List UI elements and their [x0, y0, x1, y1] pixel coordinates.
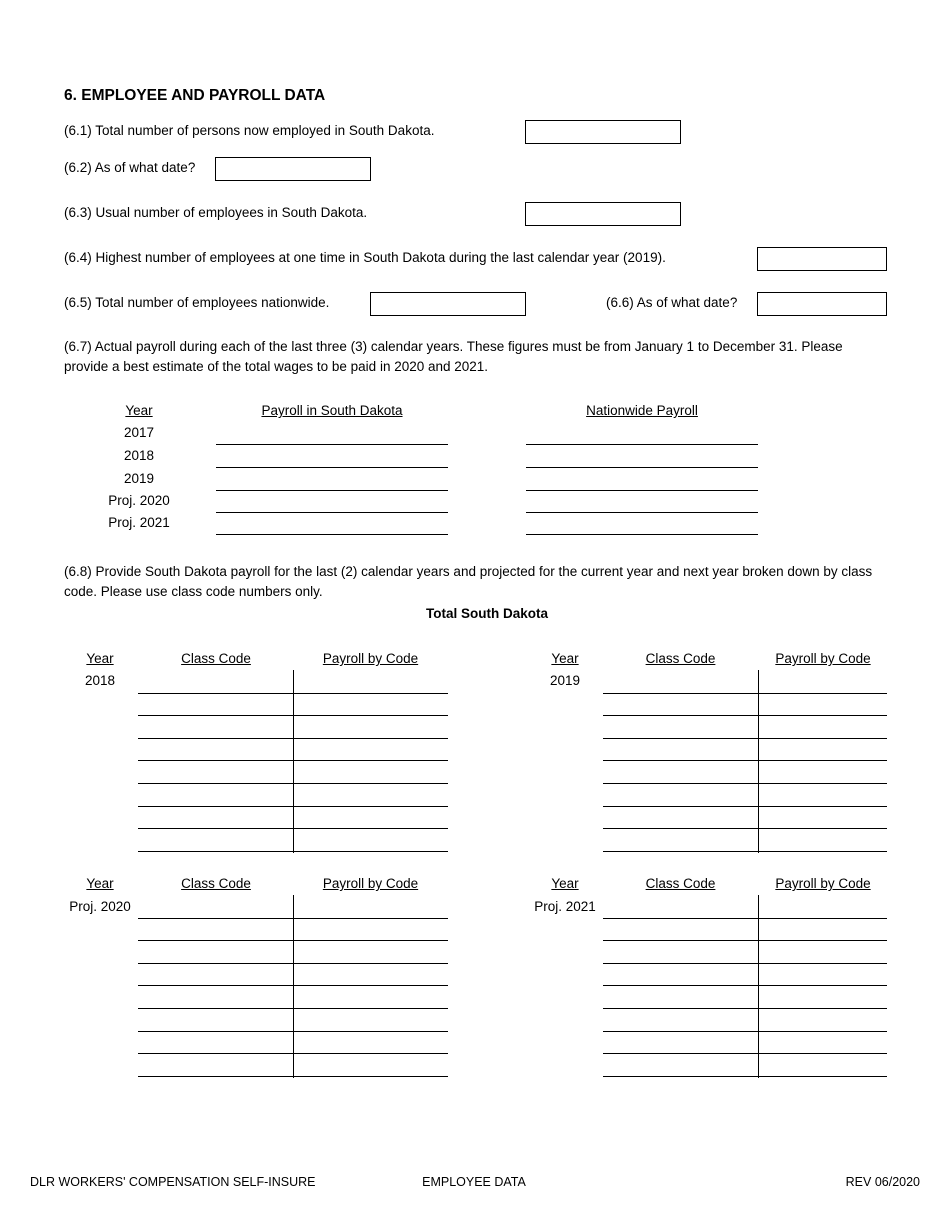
payroll-by-code-field[interactable] — [293, 783, 448, 784]
t3-class-header: Class Code — [181, 876, 251, 891]
t3-year: Proj. 2020 — [69, 899, 131, 914]
payroll-by-code-field[interactable] — [293, 738, 448, 739]
t2-year-header: Year — [551, 651, 579, 666]
class-code-field[interactable] — [138, 828, 293, 829]
t1-class-header: Class Code — [181, 651, 251, 666]
class-code-field[interactable] — [603, 1008, 758, 1009]
class-code-field[interactable] — [138, 1076, 293, 1077]
payroll-by-code-field[interactable] — [758, 693, 887, 694]
q63-input[interactable] — [525, 202, 681, 226]
footer-right: REV 06/2020 — [845, 1175, 920, 1189]
payroll-by-code-field[interactable] — [293, 918, 448, 919]
q64-label: (6.4) Highest number of employees at one time in South Dakota during the last calendar year (2019). — [64, 250, 666, 265]
q67-year-label: 2018 — [123, 448, 155, 463]
payroll-by-code-field[interactable] — [758, 1076, 887, 1077]
q67-sd-header: Payroll in South Dakota — [261, 403, 403, 418]
class-code-field[interactable] — [138, 851, 293, 852]
q67-sd-payroll-field[interactable] — [216, 467, 448, 468]
t1-payroll-header: Payroll by Code — [322, 651, 419, 666]
payroll-by-code-field[interactable] — [758, 940, 887, 941]
q68-text: (6.8) Provide South Dakota payroll for the last (2) calendar years and projected for the current year and next year broken down by class code. Please use class code numbers only. — [64, 564, 873, 599]
payroll-by-code-field[interactable] — [293, 1008, 448, 1009]
class-code-field[interactable] — [603, 1031, 758, 1032]
section-title: 6. EMPLOYEE AND PAYROLL DATA — [64, 87, 326, 104]
payroll-by-code-field[interactable] — [758, 1031, 887, 1032]
payroll-by-code-field[interactable] — [758, 918, 887, 919]
q67-sd-payroll-field[interactable] — [216, 444, 448, 445]
q61-label: (6.1) Total number of persons now employed in South Dakota. — [64, 123, 435, 138]
class-code-field[interactable] — [603, 806, 758, 807]
payroll-by-code-field[interactable] — [758, 828, 887, 829]
q67-text: (6.7) Actual payroll during each of the last three (3) calendar years. These figures must be from January 1 to December 31. Please provide a best estimate of the total wages to be paid in 2020 and 2021. — [64, 339, 843, 374]
t1-year: 2018 — [84, 673, 116, 688]
q66-input[interactable] — [757, 292, 887, 316]
payroll-by-code-field[interactable] — [293, 1053, 448, 1054]
payroll-by-code-field[interactable] — [758, 806, 887, 807]
class-code-field[interactable] — [138, 738, 293, 739]
q61-input[interactable] — [525, 120, 681, 144]
t3-year-header: Year — [86, 876, 114, 891]
q66-label: (6.6) As of what date? — [606, 295, 738, 310]
class-code-field[interactable] — [603, 963, 758, 964]
payroll-by-code-field[interactable] — [758, 783, 887, 784]
payroll-by-code-field[interactable] — [758, 738, 887, 739]
q67-year-label: Proj. 2021 — [108, 515, 170, 530]
q68-subtitle: Total South Dakota — [425, 606, 548, 621]
payroll-by-code-field[interactable] — [293, 963, 448, 964]
payroll-by-code-field[interactable] — [758, 963, 887, 964]
payroll-by-code-field[interactable] — [293, 715, 448, 716]
class-code-field[interactable] — [138, 715, 293, 716]
payroll-by-code-field[interactable] — [293, 806, 448, 807]
q67-nation-payroll-field[interactable] — [526, 512, 758, 513]
q67-sd-payroll-field[interactable] — [216, 512, 448, 513]
q65-label: (6.5) Total number of employees nationwide. — [64, 295, 330, 310]
grid-divider — [758, 670, 759, 853]
q63-label: (6.3) Usual number of employees in South Dakota. — [64, 205, 368, 220]
q67-year-label: 2019 — [123, 471, 155, 486]
payroll-by-code-field[interactable] — [293, 1031, 448, 1032]
grid-divider — [758, 895, 759, 1078]
class-code-field[interactable] — [603, 738, 758, 739]
class-code-field[interactable] — [603, 760, 758, 761]
class-code-field[interactable] — [138, 1008, 293, 1009]
t4-class-header: Class Code — [645, 876, 716, 891]
t3-payroll-header: Payroll by Code — [322, 876, 419, 891]
payroll-by-code-field[interactable] — [758, 985, 887, 986]
class-code-field[interactable] — [138, 940, 293, 941]
payroll-by-code-field[interactable] — [293, 985, 448, 986]
class-code-field[interactable] — [603, 828, 758, 829]
class-code-field[interactable] — [138, 783, 293, 784]
class-code-field[interactable] — [603, 715, 758, 716]
grid-divider — [293, 670, 294, 853]
q67-nation-payroll-field[interactable] — [526, 534, 758, 535]
class-code-field[interactable] — [603, 985, 758, 986]
class-code-field[interactable] — [603, 783, 758, 784]
footer-left: DLR WORKERS' COMPENSATION SELF-INSURE — [30, 1175, 316, 1189]
t2-year: 2019 — [549, 673, 581, 688]
q67-year-header: Year — [125, 403, 153, 418]
class-code-field[interactable] — [603, 940, 758, 941]
payroll-by-code-field[interactable] — [293, 940, 448, 941]
footer-center: EMPLOYEE DATA — [422, 1175, 526, 1189]
q67-year-label: 2017 — [123, 425, 155, 440]
class-code-field[interactable] — [603, 918, 758, 919]
q67-nation-payroll-field[interactable] — [526, 444, 758, 445]
t2-class-header: Class Code — [645, 651, 716, 666]
class-code-field[interactable] — [138, 918, 293, 919]
class-code-field[interactable] — [138, 1031, 293, 1032]
t4-year-header: Year — [551, 876, 579, 891]
q62-input[interactable] — [215, 157, 371, 181]
payroll-by-code-field[interactable] — [758, 1053, 887, 1054]
q67-sd-payroll-field[interactable] — [216, 490, 448, 491]
t2-payroll-header: Payroll by Code — [775, 651, 871, 666]
class-code-field[interactable] — [138, 985, 293, 986]
class-code-field[interactable] — [138, 760, 293, 761]
t4-payroll-header: Payroll by Code — [775, 876, 871, 891]
class-code-field[interactable] — [138, 1053, 293, 1054]
q67-year-label: Proj. 2020 — [108, 493, 170, 508]
class-code-field[interactable] — [603, 1076, 758, 1077]
class-code-field[interactable] — [138, 963, 293, 964]
q67-nation-payroll-field[interactable] — [526, 467, 758, 468]
payroll-by-code-field[interactable] — [293, 693, 448, 694]
class-code-field[interactable] — [138, 693, 293, 694]
payroll-by-code-field[interactable] — [293, 760, 448, 761]
q67-nation-payroll-field[interactable] — [526, 490, 758, 491]
q64-input[interactable] — [757, 247, 887, 271]
t1-year-header: Year — [86, 651, 114, 666]
payroll-by-code-field[interactable] — [758, 715, 887, 716]
class-code-field[interactable] — [603, 851, 758, 852]
class-code-field[interactable] — [603, 1053, 758, 1054]
q65-input[interactable] — [370, 292, 526, 316]
q67-sd-payroll-field[interactable] — [216, 534, 448, 535]
payroll-by-code-field[interactable] — [293, 851, 448, 852]
class-code-field[interactable] — [138, 806, 293, 807]
t4-year: Proj. 2021 — [534, 899, 596, 914]
q67-nation-header: Nationwide Payroll — [586, 403, 698, 418]
payroll-by-code-field[interactable] — [758, 1008, 887, 1009]
payroll-by-code-field[interactable] — [293, 1076, 448, 1077]
payroll-by-code-field[interactable] — [293, 828, 448, 829]
grid-divider — [293, 895, 294, 1078]
payroll-by-code-field[interactable] — [758, 851, 887, 852]
class-code-field[interactable] — [603, 693, 758, 694]
payroll-by-code-field[interactable] — [758, 760, 887, 761]
q62-label: (6.2) As of what date? — [64, 160, 196, 175]
